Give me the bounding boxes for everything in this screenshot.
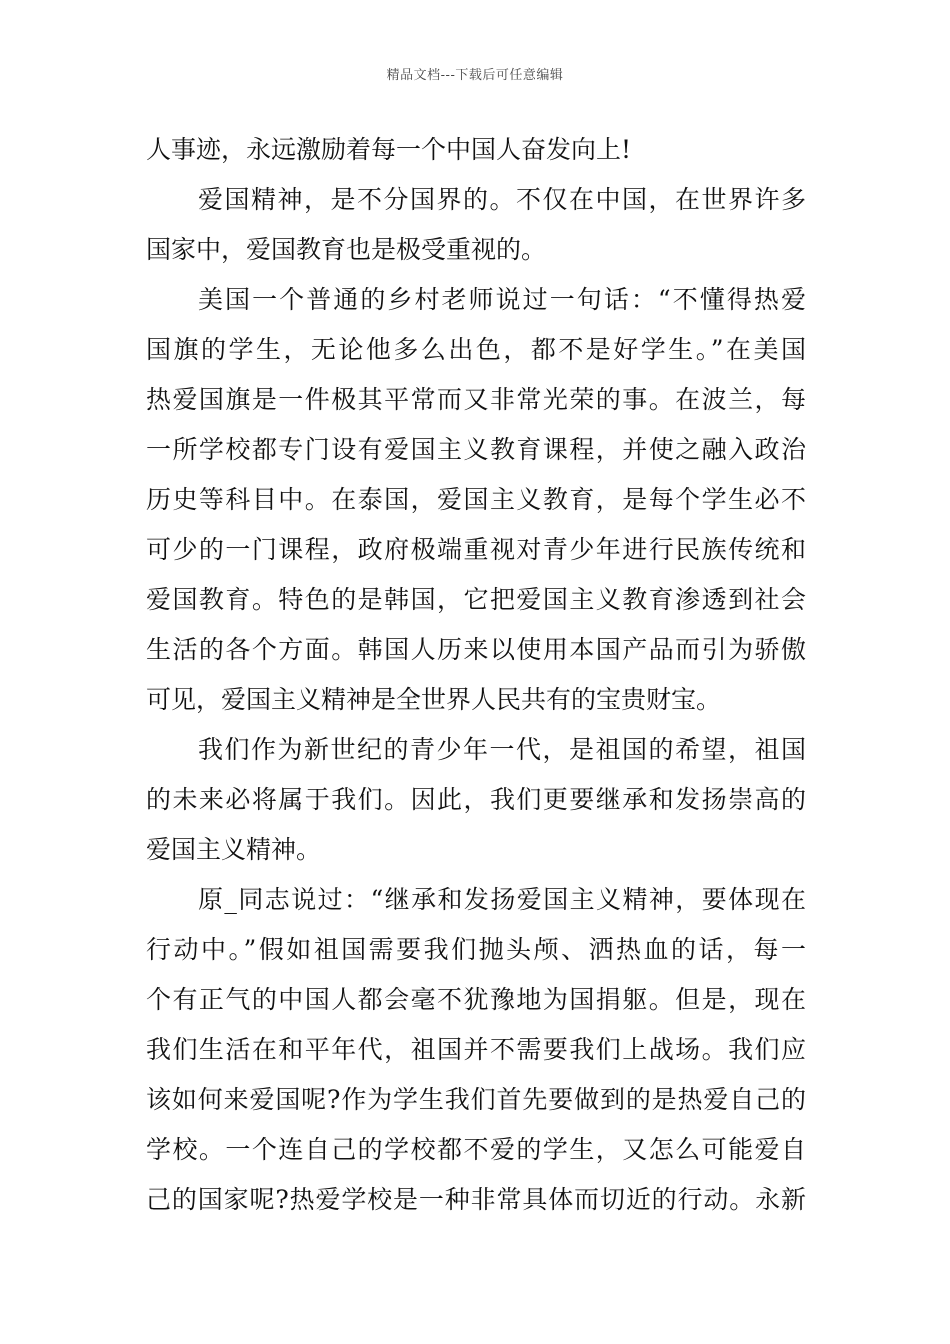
text-line: 的未来必将属于我们。因此，我们更要继承和发扬崇高的 bbox=[146, 785, 806, 814]
text-line: 爱国教育。特色的是韩国，它把爱国主义教育渗透到社会 bbox=[146, 585, 806, 614]
paragraph-first-line: 爱国精神，是不分国界的。不仅在中国，在世界许多 bbox=[198, 185, 806, 214]
paragraph-first-line: 美国一个普通的乡村老师说过一句话：“不懂得热爱 bbox=[198, 285, 806, 314]
text-line: 爱国主义精神。 bbox=[146, 835, 322, 864]
text-line: 个有正气的中国人都会毫不犹豫地为国捐躯。但是，现在 bbox=[146, 985, 806, 1014]
text-line: 国家中，爱国教育也是极受重视的。 bbox=[146, 235, 547, 264]
page-header: 精品文档---下载后可任意编辑 bbox=[386, 68, 564, 83]
text-line: 该如何来爱国呢?作为学生我们首先要做到的是热爱自己的 bbox=[146, 1085, 806, 1114]
text-line: 可少的一门课程，政府极端重视对青少年进行民族传统和 bbox=[146, 535, 806, 564]
text-line: 一所学校都专门设有爱国主义教育课程，并使之融入政治 bbox=[146, 435, 806, 464]
text-line: 热爱国旗是一件极其平常而又非常光荣的事。在波兰，每 bbox=[146, 385, 806, 414]
text-line: 学校。一个连自己的学校都不爱的学生，又怎么可能爱自 bbox=[146, 1135, 806, 1164]
document-body bbox=[146, 125, 806, 1225]
text-line: 历史等科目中。在泰国，爱国主义教育，是每个学生必不 bbox=[146, 485, 806, 514]
text-line: 国旗的学生，无论他多么出色，都不是好学生。”在美国 bbox=[146, 335, 806, 364]
text-line: 人事迹，永远激励着每一个中国人奋发向上! bbox=[146, 135, 632, 164]
text-line: 可见，爱国主义精神是全世界人民共有的宝贵财宝。 bbox=[146, 685, 722, 714]
text-line: 己的国家呢?热爱学校是一种非常具体而切近的行动。永新 bbox=[146, 1185, 806, 1214]
text-line: 行动中。”假如祖国需要我们抛头颅、洒热血的话，每一 bbox=[146, 935, 806, 964]
text-line: 生活的各个方面。韩国人历来以使用本国产品而引为骄傲 bbox=[146, 635, 806, 664]
paragraph-first-line: 原_同志说过：“继承和发扬爱国主义精神，要体现在 bbox=[198, 885, 806, 914]
text-line: 我们生活在和平年代，祖国并不需要我们上战场。我们应 bbox=[146, 1035, 806, 1064]
paragraph-first-line: 我们作为新世纪的青少年一代，是祖国的希望，祖国 bbox=[198, 735, 806, 764]
